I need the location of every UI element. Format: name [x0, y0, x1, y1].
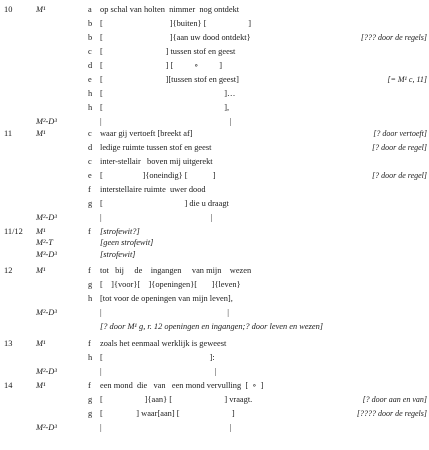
variant-text: [ ]{aan} [ ] vraagt. — [100, 395, 253, 404]
line-number: 14 — [4, 381, 13, 390]
variant-text: [ ]{buiten} [ ] — [100, 19, 252, 28]
variant-text: [? door M¹ g, r. 12 openingen en ingangen;? door leven en wezen] — [100, 322, 324, 331]
variant-text: [ ] tussen stof en geest — [100, 47, 236, 56]
witness-siglum: M³-D³ — [36, 250, 57, 259]
variant-text: interstellaire ruimte uwer dood — [100, 185, 206, 194]
editorial-comment: [??? door de regels] — [360, 33, 427, 42]
line-number: 13 — [4, 339, 13, 348]
variant-text: [strofewit?] — [100, 227, 140, 236]
editorial-comment: [???? door de regels] — [356, 409, 427, 418]
witness-siglum: M¹ — [36, 266, 46, 275]
witness-siglum: M¹ — [36, 381, 46, 390]
variant-letter: g — [88, 409, 93, 418]
variant-text: | | — [100, 308, 229, 317]
variant-letter: f — [88, 266, 91, 275]
witness-siglum: M¹ — [36, 129, 46, 138]
variant-text: [ ]{aan uw dood ontdekt} — [100, 33, 251, 42]
variant-letter: f — [88, 227, 91, 236]
variant-text: [strofewit] — [100, 250, 136, 259]
variant-text: op schal van holten nimmer nog ontdekt — [100, 5, 240, 14]
variant-letter: h — [88, 89, 93, 98]
editorial-comment: [? door vertoeft] — [373, 129, 427, 138]
variant-text: [ ]{voor}[ ]{openingen}[ ]{leven} — [100, 280, 241, 289]
witness-siglum: M¹ — [36, 227, 46, 236]
variant-letter: f — [88, 185, 91, 194]
variant-letter: d — [88, 61, 93, 70]
variant-letter: d — [88, 143, 93, 152]
variant-text: [ ] die u draagt — [100, 199, 229, 208]
variant-text: inter-stellair boven mij uitgerekt — [100, 157, 213, 166]
variant-text: [ ], — [100, 103, 230, 112]
line-number: 11/12 — [4, 227, 23, 236]
variant-text: | | — [100, 213, 213, 222]
witness-siglum: M²-D³ — [36, 213, 57, 222]
variant-letter: e — [88, 171, 92, 180]
variant-text: | | — [100, 423, 232, 432]
variant-text: [geen strofewit] — [100, 238, 154, 247]
variant-letter: b — [88, 19, 93, 28]
variant-text: [tot voor de openingen van mijn leven], — [100, 294, 233, 303]
line-number: 10 — [4, 5, 13, 14]
variant-letter: a — [88, 5, 92, 14]
variant-text: | | — [100, 117, 232, 126]
editorial-comment: [? door de regel] — [371, 143, 427, 152]
editorial-comment: [? door aan en van] — [362, 395, 427, 404]
variant-text: [ ]… — [100, 89, 236, 98]
variant-letter: b — [88, 33, 93, 42]
variant-text: [ ][tussen stof en geest] — [100, 75, 239, 84]
variant-text: [ ]: — [100, 353, 215, 362]
variant-letter: g — [88, 280, 93, 289]
variant-text: een mond die van een mond vervulling [ ∘ ] — [100, 381, 264, 390]
witness-siglum: M²-D³ — [36, 423, 57, 432]
editorial-comment: [= M¹ c, 11] — [387, 75, 427, 84]
variant-letter: h — [88, 103, 93, 112]
variant-letter: h — [88, 353, 93, 362]
variant-letter: g — [88, 199, 93, 208]
variant-letter: c — [88, 157, 92, 166]
variant-text: [ ] [ ∘ ] — [100, 61, 223, 70]
variant-letter: f — [88, 339, 91, 348]
witness-siglum: M²-D³ — [36, 367, 57, 376]
variant-text: tot bij de ingangen van mijn wezen — [100, 266, 252, 275]
witness-siglum: M¹ — [36, 339, 46, 348]
editorial-comment: [? door de regel] — [371, 171, 427, 180]
line-number: 11 — [4, 129, 13, 138]
variant-text: zoals het eenmaal werklijk is geweest — [100, 339, 227, 348]
variant-text: [ ]{oneindig} [ ] — [100, 171, 216, 180]
variant-letter: h — [88, 294, 93, 303]
variant-text: ledige ruimte tussen stof en geest — [100, 143, 212, 152]
variant-letter: c — [88, 129, 92, 138]
variant-letter: c — [88, 47, 92, 56]
variant-letter: e — [88, 75, 92, 84]
witness-siglum: M²-D³ — [36, 308, 57, 317]
variant-letter: g — [88, 395, 93, 404]
variant-text: waar gij vertoeft [breekt af] — [100, 129, 193, 138]
witness-siglum: M¹ — [36, 5, 46, 14]
variant-text: [ ] waar[aan] [ ] — [100, 409, 235, 418]
variant-text: | | — [100, 367, 217, 376]
variant-letter: f — [88, 381, 91, 390]
witness-siglum: M²-D³ — [36, 117, 57, 126]
witness-siglum: M²-T — [36, 238, 53, 247]
line-number: 12 — [4, 266, 13, 275]
